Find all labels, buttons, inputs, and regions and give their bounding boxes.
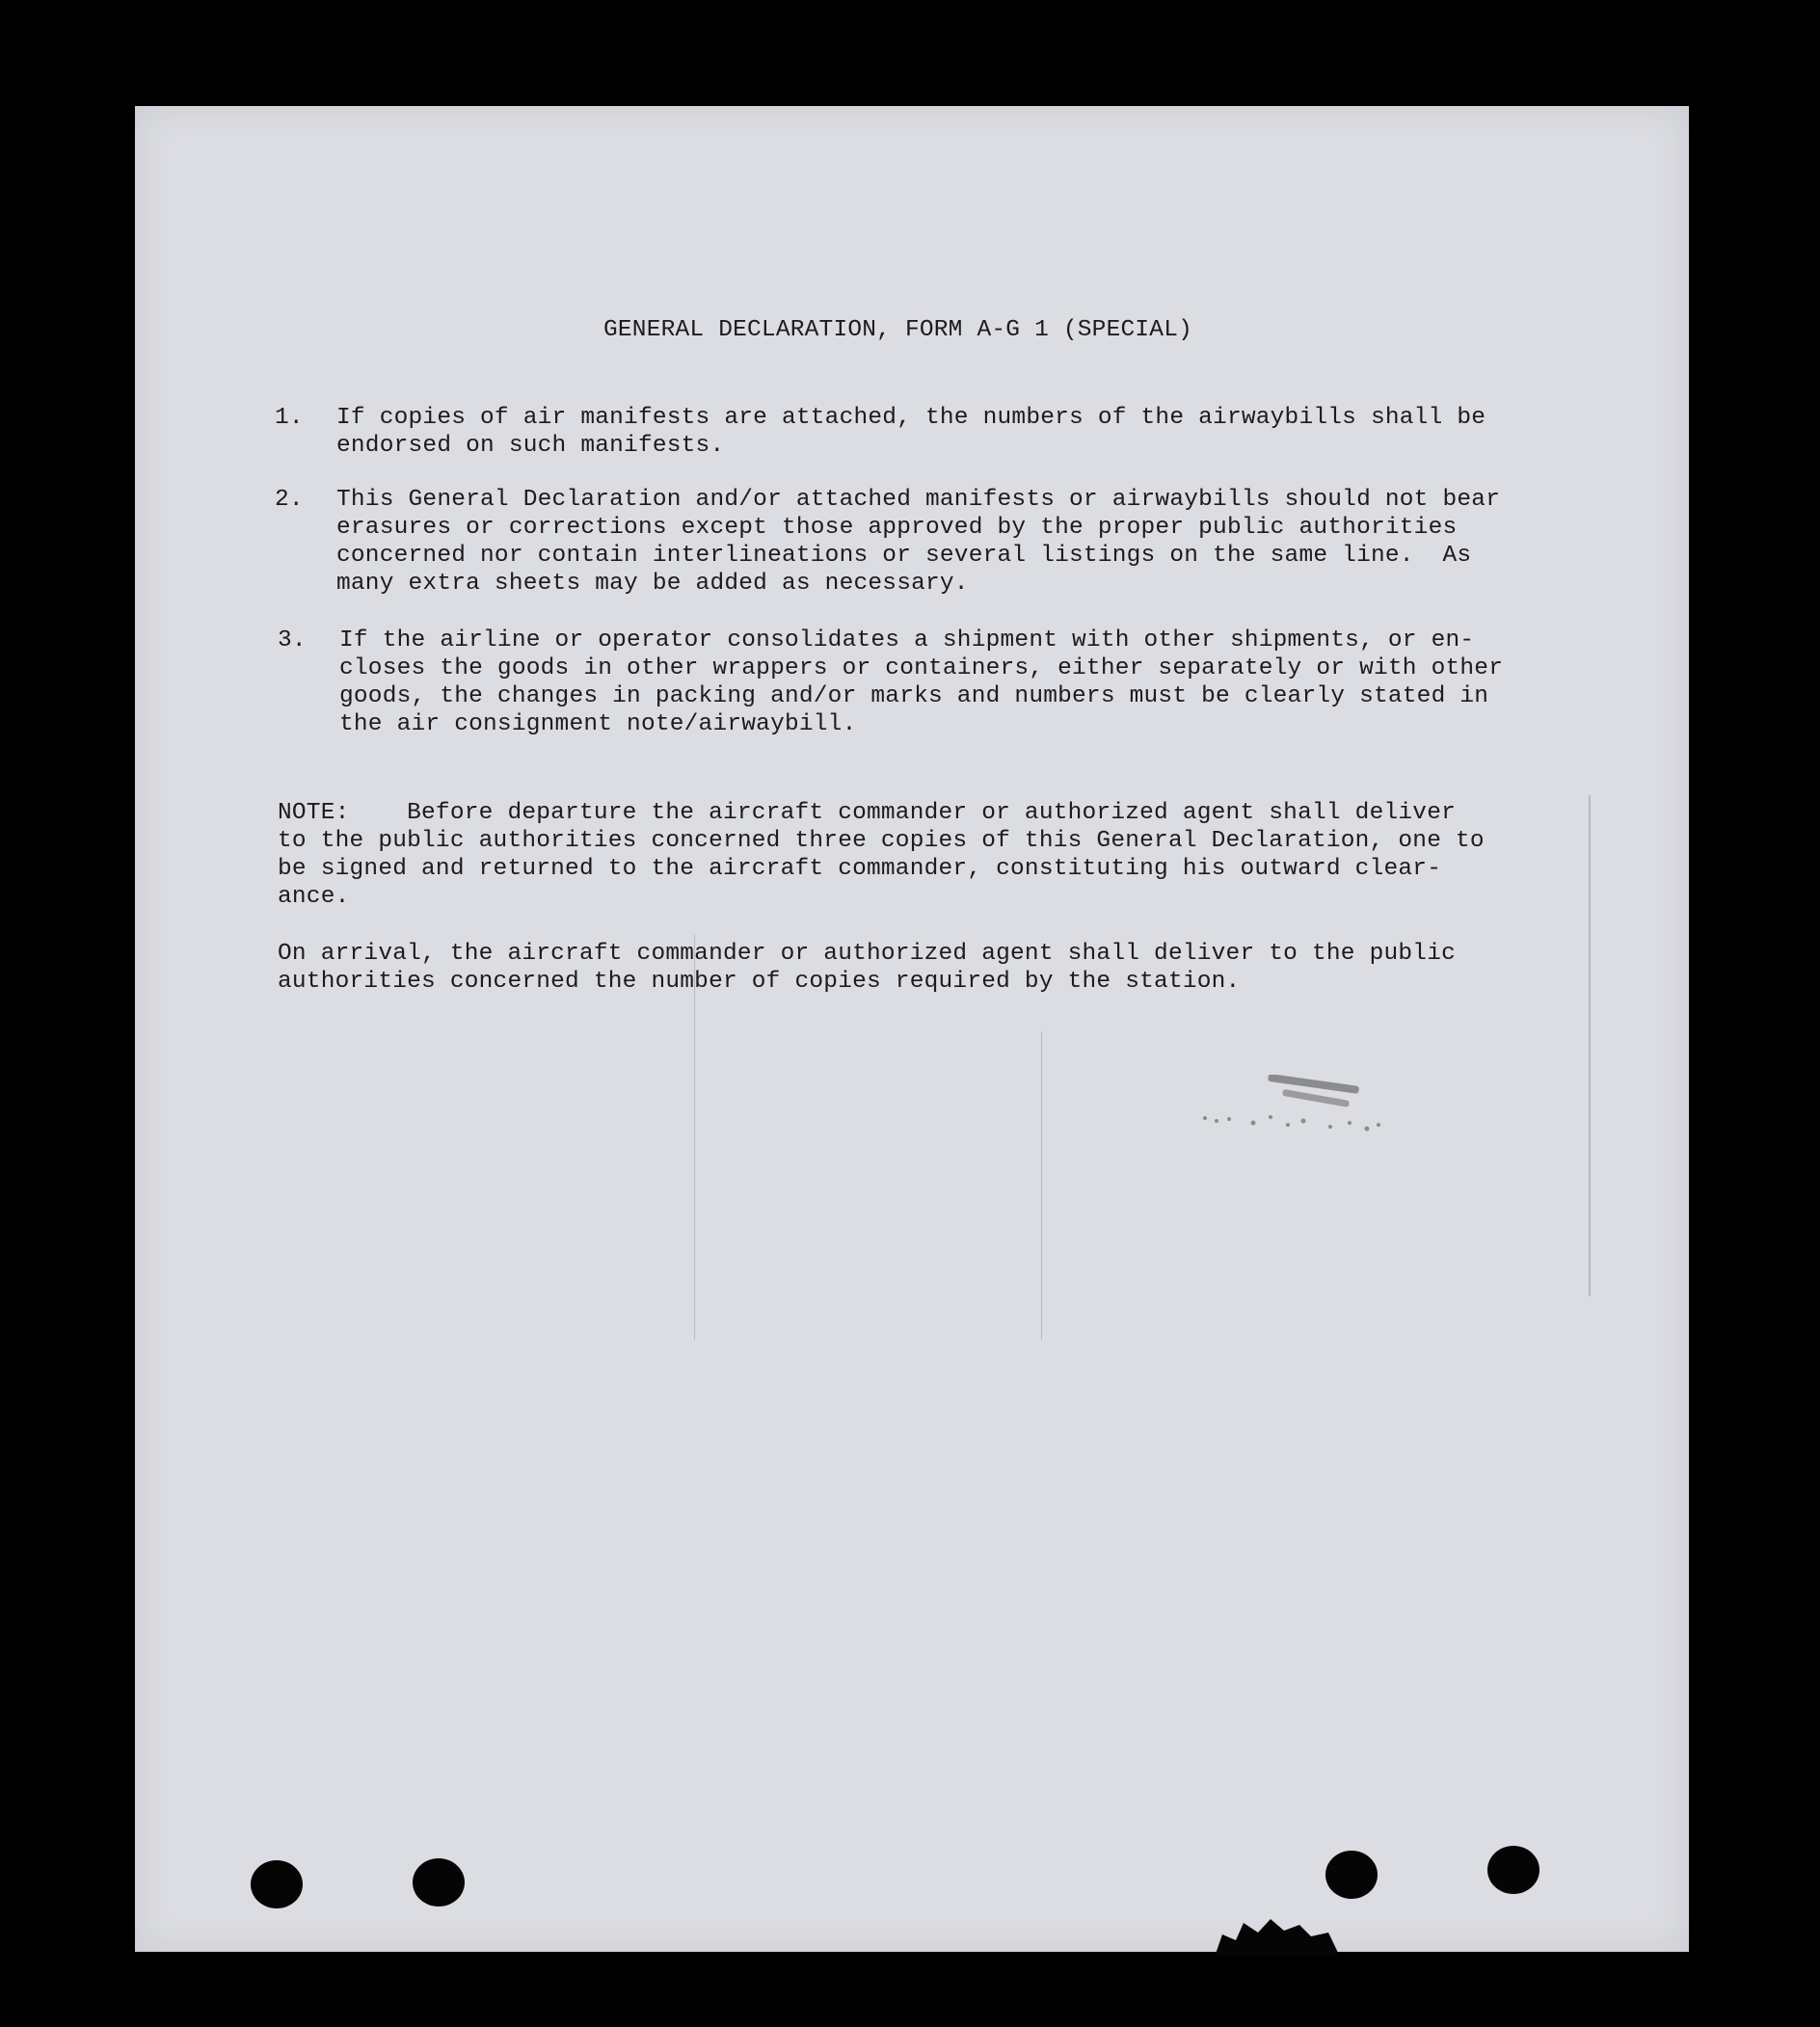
item-text-line: erasures or corrections except those approved by the proper public authorities: [336, 515, 1458, 541]
punch-hole: [1325, 1851, 1378, 1899]
item-text-line: If copies of air manifests are attached, the numbers of the airwaybills shall be: [336, 405, 1486, 431]
item-text-line: the air consignment note/airwaybill.: [339, 711, 857, 737]
item-text-line: If the airline or operator consolidates a shipment with other shipments, or en-: [339, 627, 1475, 653]
item-text-line: This General Declaration and/or attached manifests or airwaybills should not bear: [336, 487, 1501, 513]
note-line: be signed and returned to the aircraft commander, constituting his outward clear-: [278, 856, 1442, 882]
document-title: GENERAL DECLARATION, FORM A-G 1 (SPECIAL): [603, 317, 1192, 343]
arrival-line: On arrival, the aircraft commander or authorized agent shall deliver to the public: [278, 941, 1456, 967]
note-paragraph: [278, 799, 1485, 910]
bleed-through-rule: [1041, 1031, 1042, 1340]
punch-hole: [413, 1858, 465, 1907]
item-text-line: endorsed on such manifests.: [336, 433, 725, 459]
faded-stamp-mark: [1195, 1075, 1388, 1142]
bleed-through-rule: [1589, 795, 1591, 1296]
note-line: NOTE: Before departure the aircraft commander or authorized agent shall deliver: [278, 800, 1456, 826]
punch-hole: [1487, 1846, 1539, 1894]
punch-hole: [251, 1860, 303, 1908]
arrival-line: authorities concerned the number of copies required by the station.: [278, 969, 1241, 995]
item-text-line: closes the goods in other wrappers or containers, either separately or with other: [339, 655, 1504, 681]
torn-edge-mark: [1215, 1913, 1340, 1957]
arrival-paragraph: [278, 940, 1456, 1024]
list-item-2: [275, 486, 1501, 598]
list-item-3: [278, 627, 1504, 738]
item-text-line: many extra sheets may be added as necessary.: [336, 571, 969, 597]
note-line: ance.: [278, 884, 350, 910]
document-page: [135, 106, 1689, 1952]
item-number: 2.: [275, 487, 304, 513]
bleed-through-rule: [694, 935, 695, 1340]
note-line: to the public authorities concerned three copies of this General Declaration, one to: [278, 828, 1485, 854]
item-text-line: concerned nor contain interlineations or several listings on the same line. As: [336, 543, 1472, 569]
item-number: 1.: [275, 405, 304, 431]
item-number: 3.: [278, 627, 307, 653]
item-text-line: goods, the changes in packing and/or marks and numbers must be clearly stated in: [339, 683, 1489, 709]
